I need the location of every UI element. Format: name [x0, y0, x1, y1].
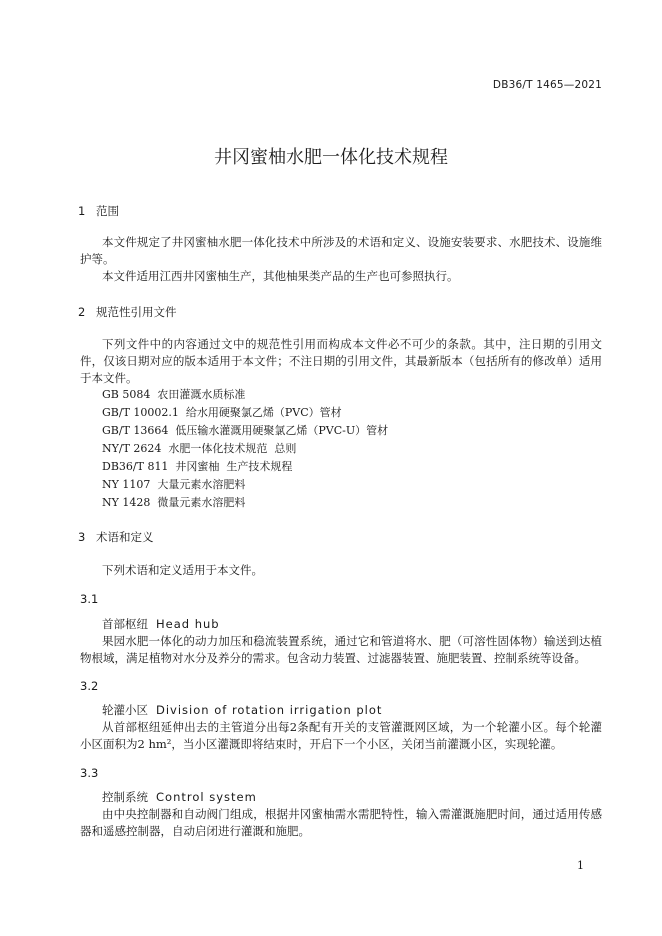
reference-item: NY 1428 微量元素水溶肥料 [102, 496, 246, 509]
term-name-cn: 轮灌小区 [102, 703, 148, 717]
section-1-heading [78, 203, 119, 219]
section-title: 范围 [96, 204, 119, 218]
section-1-paragraph-1: 本文件规定了井冈蜜柚水肥一体化技术中所涉及的术语和定义、设施安装要求、水肥技术、设施维护等。 [80, 235, 602, 266]
standard-code: DB36/T 1465—2021 [492, 79, 602, 91]
term-definition: 从首部枢纽延伸出去的主管道分出每2条配有开关的支管灌溉网区域，为一个轮灌小区。每个轮灌小区面积为2 hm²，当小区灌溉即将结束时，开启下一个小区，关闭当前灌溉小区，实现轮灌。 [80, 720, 602, 751]
section-3-paragraph-1: 下列术语和定义适用于本文件。 [102, 563, 263, 577]
document-title: 井冈蜜柚水肥一体化技术规程 [214, 147, 448, 168]
term-name-en: Division of rotation irrigation plot [156, 703, 383, 717]
term-name-en: Head hub [156, 617, 220, 631]
term-heading [102, 616, 220, 632]
reference-item: GB/T 10002.1 给水用硬聚氯乙烯（PVC）管材 [102, 406, 342, 419]
reference-item: GB 5084 农田灌溉水质标准 [102, 388, 246, 401]
reference-item: GB/T 13664 低压输水灌溉用硬聚氯乙烯（PVC-U）管材 [102, 424, 389, 437]
section-2-heading [78, 304, 177, 320]
term-number: 3.1 [80, 592, 99, 606]
section-2-paragraph-1: 下列文件中的内容通过文中的规范性引用而构成本文件必不可少的条款。其中，注日期的引用文件，仅该日期对应的版本适用于本文件；不注日期的引用文件，其最新版本（包括所有的修改单）适用于本文件。 [80, 337, 602, 385]
page-number: 1 [577, 859, 584, 872]
section-1-paragraph-2: 本文件适用江西井冈蜜柚生产，其他柚果类产品的生产也可参照执行。 [102, 269, 459, 283]
section-number: 2 [78, 305, 86, 319]
term-heading [102, 702, 382, 718]
term-name-en: Control system [156, 790, 257, 804]
term-number: 3.2 [80, 679, 99, 693]
section-title: 规范性引用文件 [96, 305, 177, 319]
term-name-cn: 首部枢纽 [102, 617, 148, 631]
term-definition: 由中央控制器和自动阀门组成，根据井冈蜜柚需水需肥特性，输入需灌溉施肥时间，通过适用传感器和遥感控制器，自动启闭进行灌溉和施肥。 [80, 807, 602, 838]
term-number: 3.3 [80, 766, 99, 780]
reference-item: NY/T 2624 水肥一体化技术规范 总则 [102, 442, 297, 455]
section-title: 术语和定义 [96, 530, 154, 544]
section-3-heading [78, 529, 154, 545]
reference-item: NY 1107 大量元素水溶肥料 [102, 478, 246, 491]
term-name-cn: 控制系统 [102, 790, 148, 804]
reference-item: DB36/T 811 井冈蜜柚 生产技术规程 [102, 460, 293, 473]
term-heading [102, 789, 257, 805]
term-definition: 果园水肥一体化的动力加压和稳流装置系统，通过它和管道将水、肥（可溶性固体物）输送到达植物根域，满足植物对水分及养分的需求。包含动力装置、过滤器装置、施肥装置、控制系统等设备。 [80, 634, 602, 665]
section-number: 3 [78, 530, 86, 544]
section-number: 1 [78, 204, 86, 218]
